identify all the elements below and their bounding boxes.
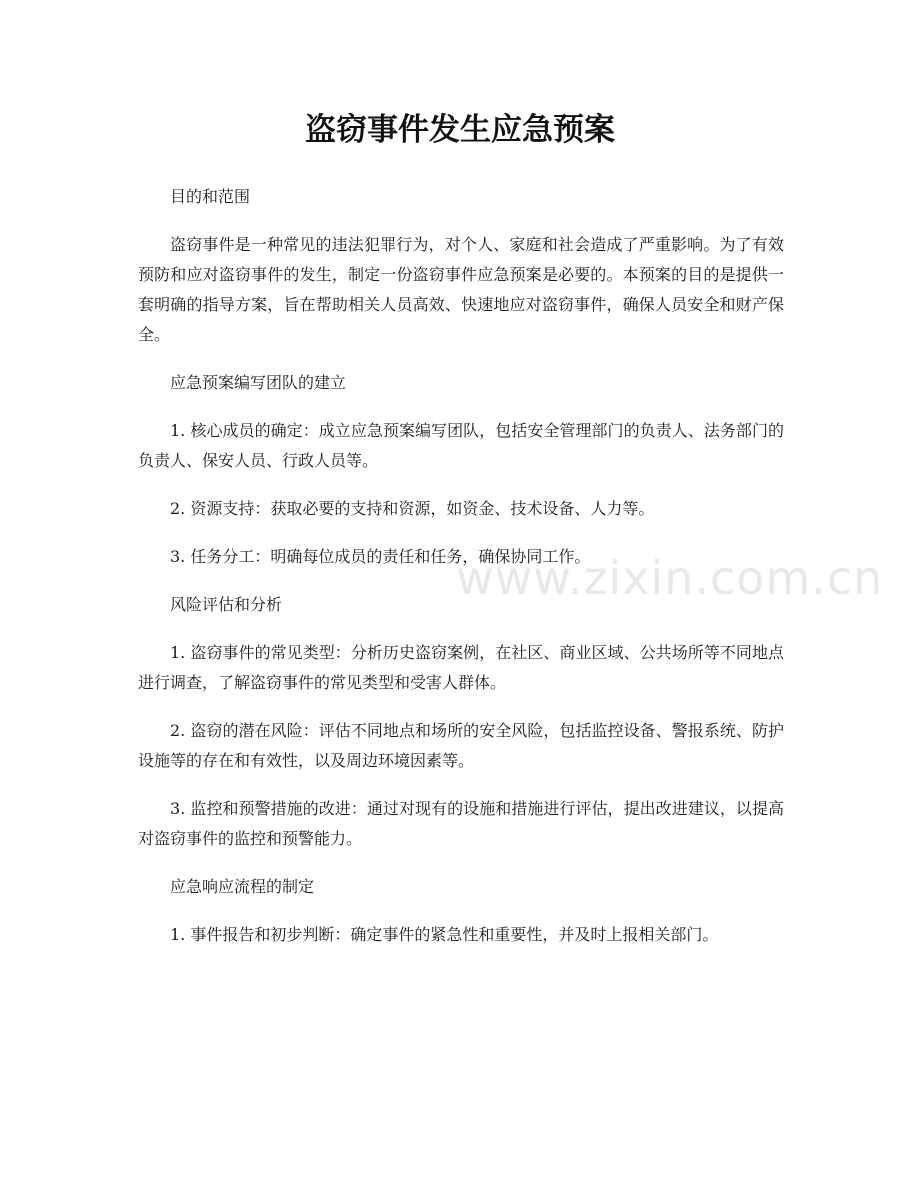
paragraph: 2. 资源支持：获取必要的支持和资源，如资金、技术设备、人力等。: [170, 499, 655, 518]
paragraph: 3. 任务分工：明确每位成员的责任和任务，确保协同工作。: [170, 547, 591, 566]
section-heading: 风险评估和分析: [170, 595, 283, 614]
paragraph: 1. 盗窃事件的常见类型：分析历史盗窃案例，在社区、商业区域、公共场所等不同地点进行调查，了解盗窃事件的常见类型和受害人群体。: [138, 643, 784, 692]
section-heading: 应急响应流程的制定: [170, 877, 315, 896]
paragraph: 2. 盗窃的潜在风险：评估不同地点和场所的安全风险，包括监控设备、警报系统、防护设施等的存在和有效性，以及周边环境因素等。: [138, 721, 784, 770]
paragraph: 1. 事件报告和初步判断：确定事件的紧急性和重要性，并及时上报相关部门。: [170, 925, 719, 944]
section-heading: 目的和范围: [170, 187, 251, 206]
paragraph: 1. 核心成员的确定：成立应急预案编写团队，包括安全管理部门的负责人、法务部门的负责人、保安人员、行政人员等。: [138, 421, 784, 470]
paragraph: 盗窃事件是一种常见的违法犯罪行为，对个人、家庭和社会造成了严重影响。为了有效预防和应对盗窃事件的发生，制定一份盗窃事件应急预案是必要的。本预案的目的是提供一套明确的指导方案，旨在帮助相关人员高效、快速地应对盗窃事件，确保人员安全和财产保全。: [138, 235, 784, 344]
watermark-text: www.zixin.com.cn: [456, 551, 884, 605]
document-title: 盗窃事件发生应急预案: [305, 112, 615, 148]
paragraph: 3. 监控和预警措施的改进：通过对现有的设施和措施进行评估，提出改进建议，以提高对盗窃事件的监控和预警能力。: [138, 799, 784, 848]
section-heading: 应急预案编写团队的建立: [170, 373, 347, 392]
document-body: [138, 182, 784, 968]
